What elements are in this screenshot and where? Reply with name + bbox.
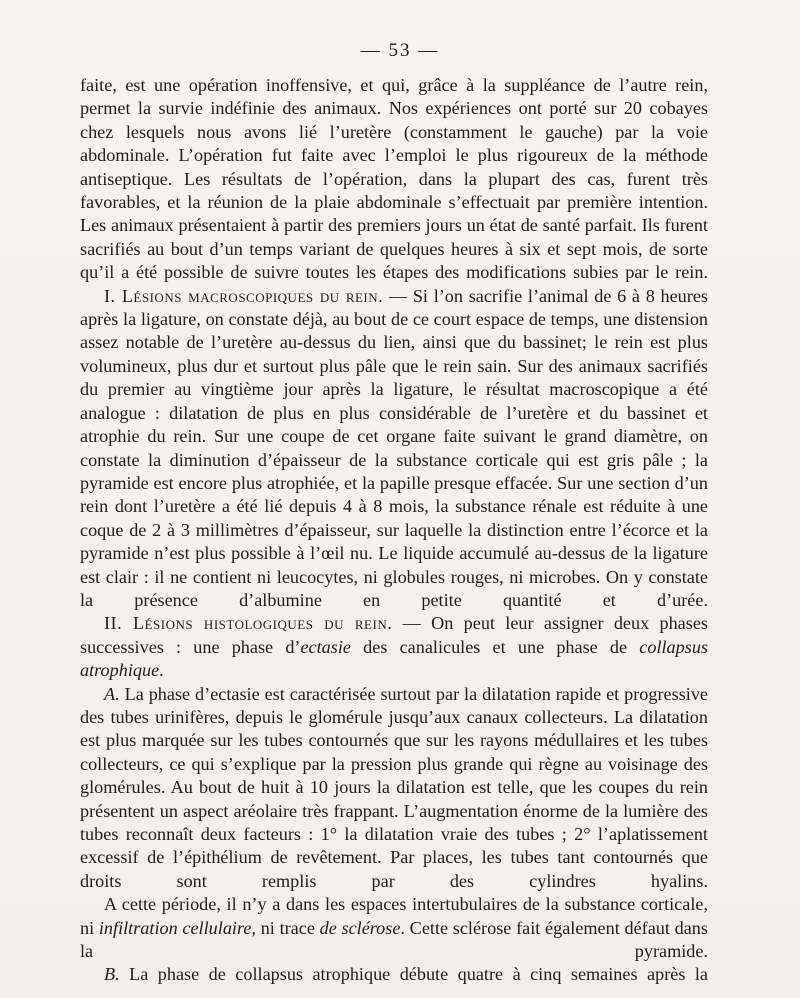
emphasis-collapsus: collapsus atrophique — [80, 636, 708, 681]
paragraph-text: — Si l’on sacrifie l’animal de 6 à 8 heures après la ligature, on constate déjà, au bout de ce court espace de temps, une distension assez notable de l’uretère au-dessus du lien, ainsi que du bassinet; le rein est plus volumineux, plus dur et surtout plus pâle que le rein sain. Sur des animaux sacrifiés du premier au vingtième jour après la ligature, le résultat macroscopique a été analogue : dilatation de plus en plus considérable de l’uretère et du bassinet et atrophie du rein. Sur une coupe de cet organe faite suivant le grand diamètre, on constate la diminution d’épaisseur de la substance corticale qui est gris pâle ; la pyramide est encore plus atrophiée, et la papille presque effacée. Sur une section d’un rein dont l’uretère a été lié depuis 4 à 8 mois, la substance rénale est réduite à une coque de 2 à 3 millimètres d’épaisseur, sur laquelle la distinction entre l’écorce et la pyramide n’est plus possible à l’œil nu. Le liquide accumulé au-dessus de la ligature est clair : il ne contient ni leucocytes, ni globules rouges, ni microbes. On y constate la présence d’albumine en petite quantité et d’urée. — [80, 285, 708, 610]
paragraph-text: A cette période, il n’y a dans les espaces intertubulaires de la substance corticale, ni — [80, 894, 708, 938]
emphasis-sclerose: de sclérose — [319, 917, 401, 938]
paragraph-histological-lesions — [80, 612, 708, 682]
paragraph-text: — On peut leur assigner deux phases successives : une phase d’ — [80, 613, 708, 657]
page-number: — 53 — — [360, 40, 440, 61]
paragraph-text: . — [159, 660, 164, 681]
paragraph-macroscopic-lesions — [80, 285, 708, 613]
body-text — [80, 74, 708, 987]
paragraph-text: La phase de collapsus atrophique débute quatre à cinq semaines après la — [119, 964, 708, 985]
subsection-letter-a: A. — [104, 683, 120, 704]
paragraph-b-collapsus — [80, 963, 708, 986]
paragraph-text: . Cette sclérose fait également défaut dans la pyramide. — [80, 917, 708, 962]
subsection-letter-b: B. — [104, 964, 120, 985]
section-heading-macroscopic: I. Lésions macroscopiques du rein. — [104, 285, 384, 306]
emphasis-ectasie: ectasie — [300, 636, 351, 657]
section-heading-histological: II. Lésions histologiques du rein. — [104, 613, 393, 634]
paragraph-a-ectasie — [80, 683, 708, 894]
paragraph-text: ni trace — [255, 917, 320, 938]
emphasis-infiltration: infiltration cellulaire, — [98, 917, 256, 938]
paragraph-periode — [80, 893, 708, 963]
paragraph-text: La phase d’ectasie est caractérisée surtout par la dilatation rapide et progressive des tubes urinifères, depuis le glomérule jusqu’aux canaux collecteurs. La dilatation est plus marquée sur les tubes contournés que sur les rayons médullaires et les tubes collecteurs, ce qui s’explique par la pression plus grande qui règne au voisinage des glomérules. Au bout de huit à 10 jours la dilatation est telle, que les coupes du rein présentent un aspect aréolaire très frappant. L’augmentation énorme de la lumière des tubes reconnaît deux facteurs : 1° la dilatation vraie des tubes ; 2° l’aplatissement excessif de l’épithélium de revêtement. Par places, les tubes tant contournés que droits sont remplis par des cylindres hyalins. — [80, 683, 708, 891]
paragraph-text: des canalicules et une phase de — [350, 636, 640, 657]
paragraph-1: faite, est une opération inoffensive, et qui, grâce à la suppléance de l’autre rein, permet la survie indéfinie des animaux. Nos expériences ont porté sur 20 cobayes chez lesquels nous avons lié l’uretère (constamment le gauche) par la voie abdominale. L’opération fut faite avec l’emploi le plus rigoureux de la méthode antiseptique. Les résultats de l’opération, dans la plupart des cas, furent très favorables, et la réunion de la plaie abdominale s’effectuait par première intention. Les animaux présentaient à partir des premiers jours un état de santé parfait. Ils furent sacrifiés au bout d’un temps variant de quelques heures à six et sept mois, de sorte qu’il a été possible de suivre toutes les étapes des modifications subies par le rein. — [80, 75, 708, 283]
